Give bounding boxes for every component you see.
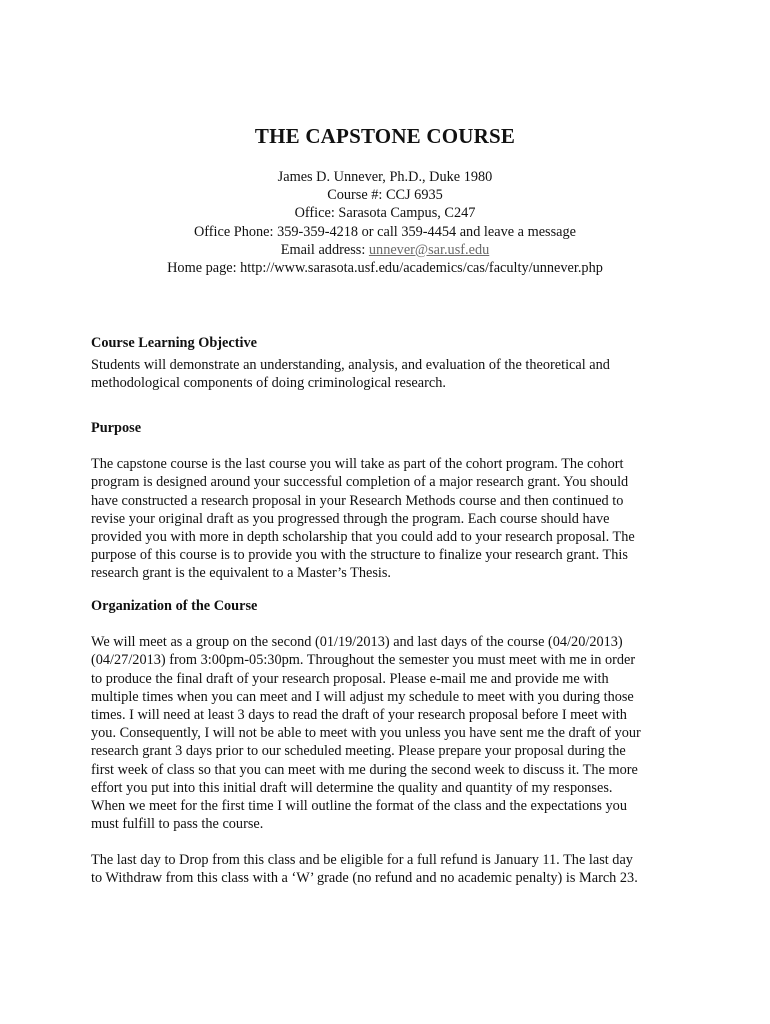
paragraph-line: The last day to Drop from this class and be eligible for a full refund is January 11. The last day	[91, 852, 633, 868]
paragraph-line: purpose of this course is to provide you with the structure to finalize your research grant. This	[91, 547, 628, 564]
purpose-heading: Purpose	[91, 420, 142, 436]
objective-section	[91, 334, 691, 393]
paragraph-line: you. Consequently, I will not be able to meet with you unless you have sent me the draft of your	[91, 725, 641, 742]
paragraph-line: have constructed a research proposal in your Research Methods course and then continued to	[91, 492, 624, 509]
email-line	[0, 241, 770, 259]
paragraph-line: to Withdraw from this class with a ‘W’ grade (no refund and no academic penalty) is March 23.	[91, 870, 638, 887]
drop-withdraw-section	[91, 851, 691, 887]
paragraph-line: program is designed around your successful completion of a major research grant. You should	[91, 474, 629, 491]
paragraph-line: must fulfill to pass the course.	[91, 816, 264, 833]
paragraph-line: research grant is the equivalent to a Master’s Thesis.	[91, 565, 392, 582]
home-page: Home page: http://www.sarasota.usf.edu/academics/cas/faculty/unnever.php	[167, 260, 603, 277]
paragraph-line: first week of class so that you can meet with me during the second week to discuss it. The more	[91, 761, 638, 778]
instructor-name: James D. Unnever, Ph.D., Duke 1980	[277, 169, 493, 185]
organization-paragraph	[91, 633, 691, 833]
page-title: THE CAPSTONE COURSE	[254, 124, 516, 148]
course-number: Course #: CCJ 6935	[327, 187, 443, 204]
email-label: Email address:	[280, 241, 369, 258]
paragraph-line: methodological components of doing criminological research.	[91, 375, 446, 392]
paragraph-line: The capstone course is the last course you will take as part of the cohort program. The cohort	[91, 456, 624, 473]
office-phone: Office Phone: 359-359-4218 or call 359-4454 and leave a message	[193, 223, 577, 240]
paragraph-line: times. I will need at least 3 days to read the draft of your research proposal before I meet with	[91, 707, 627, 724]
organization-heading: Organization of the Course	[91, 598, 258, 614]
organization-section	[91, 597, 691, 833]
objective-heading: Course Learning Objective	[91, 335, 257, 351]
paragraph-line: effort you put into this initial draft will determine the quality and quantity of my responses.	[91, 779, 613, 796]
purpose-paragraph	[91, 455, 691, 582]
paragraph-line: to produce the final draft of your research proposal. Please e-mail me and provide me with	[91, 670, 609, 687]
paragraph-line: (04/27/2013) from 3:00pm-05:30pm. Throughout the semester you must meet with me in order	[91, 652, 636, 669]
email-link[interactable]: unnever@sar.usf.edu	[368, 241, 490, 258]
instructor-info	[0, 168, 770, 277]
paragraph-line: provided you with more in depth scholarship that you could add to your research proposal. The	[91, 529, 635, 546]
drop-withdraw-paragraph	[91, 851, 691, 887]
paragraph-line: revise your original draft as you progressed through the program. Each course should have	[91, 510, 610, 527]
paragraph-line: When we meet for the first time I will outline the format of the class and the expectations you	[91, 798, 627, 815]
objective-paragraph	[91, 356, 691, 392]
office-location: Office: Sarasota Campus, C247	[294, 205, 476, 222]
purpose-section	[91, 419, 691, 583]
paragraph-line: multiple times when you can meet and I will adjust my schedule to meet with you during those	[91, 688, 634, 705]
paragraph-line: We will meet as a group on the second (01/19/2013) and last days of the course (04/20/2013)	[91, 634, 623, 651]
paragraph-line: research grant 3 days prior to our scheduled meeting. Please prepare your proposal during the	[91, 743, 626, 760]
paragraph-line: Students will demonstrate an understanding, analysis, and evaluation of the theoretical and	[91, 357, 610, 374]
